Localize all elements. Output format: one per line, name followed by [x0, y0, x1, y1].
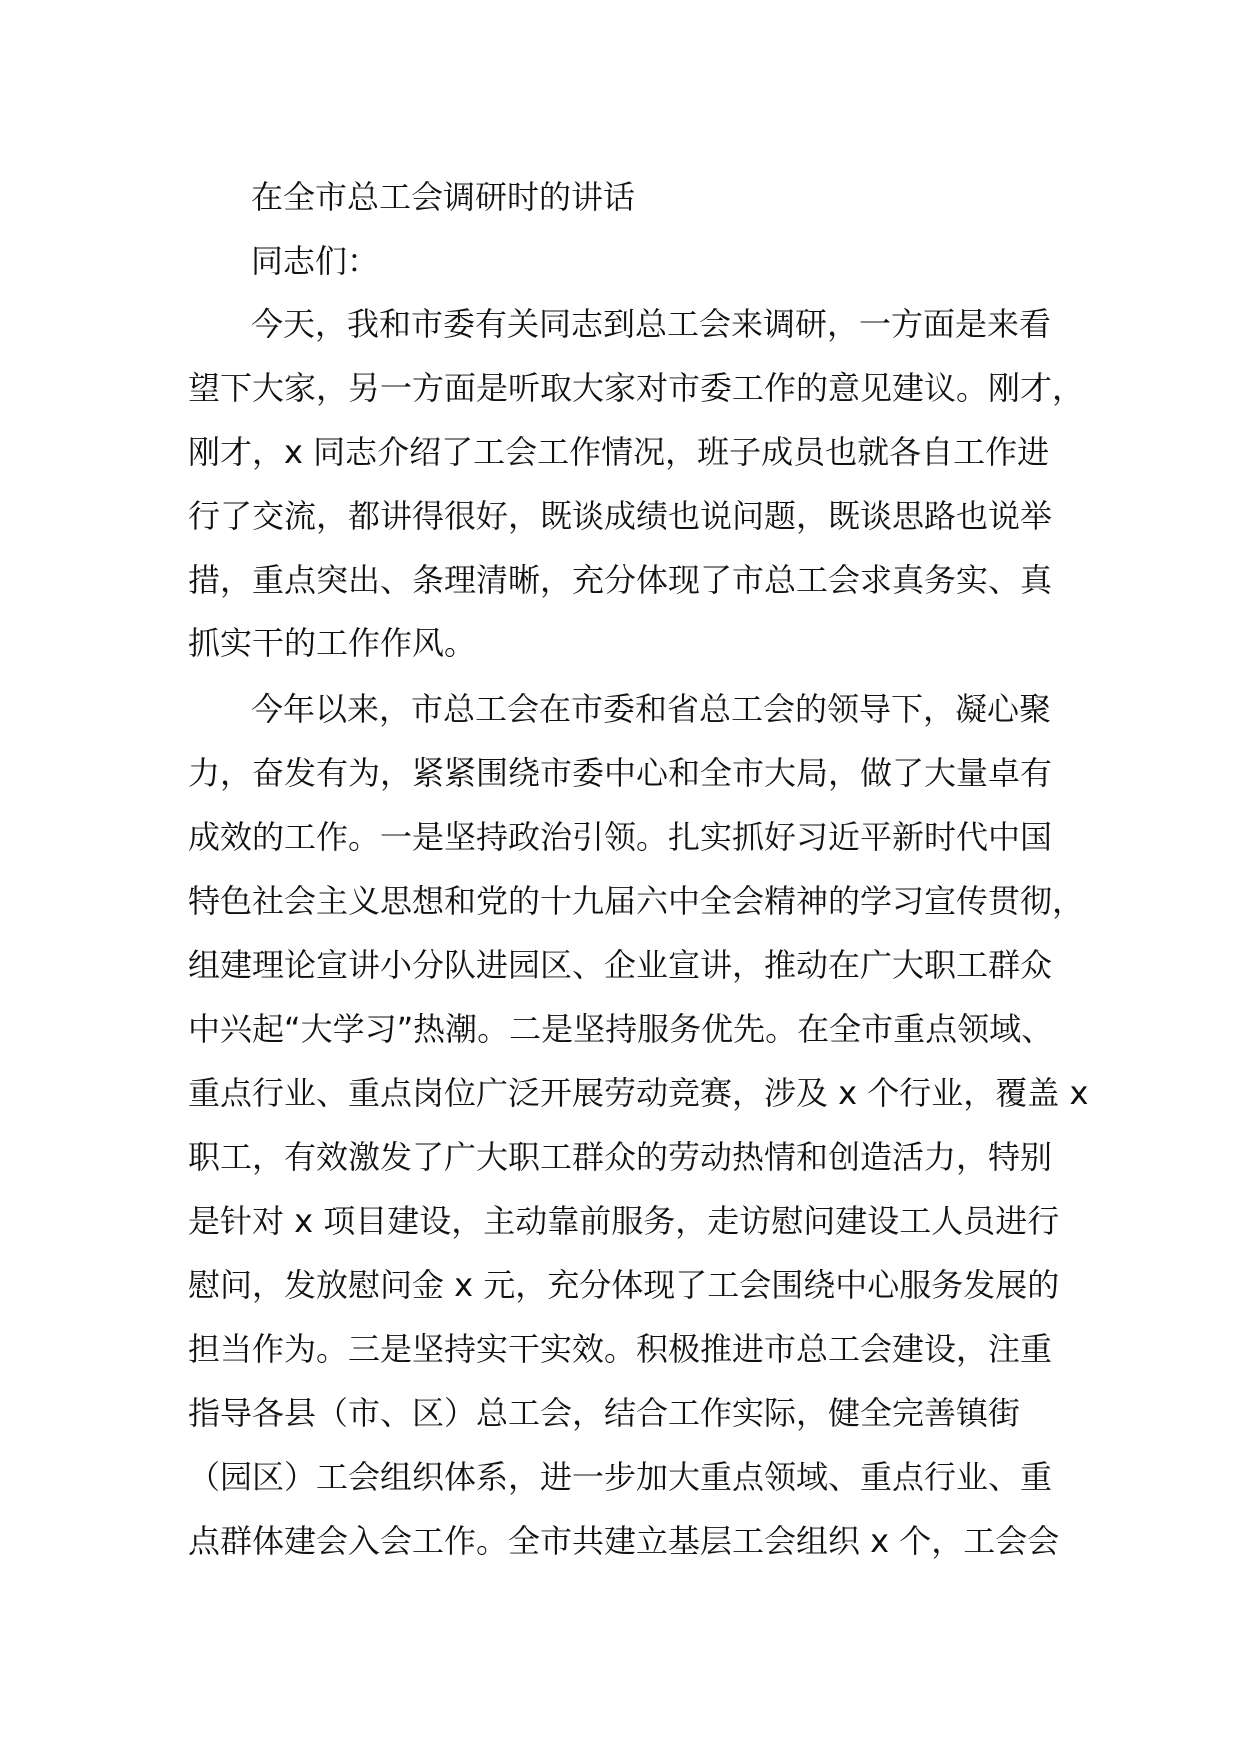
paragraph-line: 成效的工作。一是坚持政治引领。扎实抓好习近平新时代中国	[188, 818, 1053, 856]
paragraph-line: 刚才，x 同志介绍了工会工作情况，班子成员也就各自工作进	[188, 433, 1050, 471]
paragraph-line: 指导各县（市、区）总工会，结合工作实际，健全完善镇街	[188, 1394, 1021, 1432]
paragraph-line: 担当作为。三是坚持实干实效。积极推进市总工会建设，注重	[188, 1330, 1053, 1368]
paragraph-line: 中兴起“大学习”热潮。二是坚持服务优先。在全市重点领域、	[188, 1010, 1054, 1048]
paragraph-line: 今天，我和市委有关同志到总工会来调研，一方面是来看	[251, 305, 1052, 343]
paragraph-line: 职工，有效激发了广大职工群众的劳动热情和创造活力，特别	[188, 1138, 1053, 1176]
paragraph-line: 力，奋发有为，紧紧围绕市委中心和全市大局，做了大量卓有	[188, 754, 1053, 792]
paragraph-line: 组建理论宣讲小分队进园区、企业宣讲，推动在广大职工群众	[188, 946, 1053, 984]
paragraph-line: 望下大家，另一方面是听取大家对市委工作的意见建议。刚才，	[188, 369, 1085, 407]
paragraph-line: 点群体建会入会工作。全市共建立基层工会组织 x 个，工会会	[188, 1522, 1060, 1560]
paragraph-line: 特色社会主义思想和党的十九届六中全会精神的学习宣传贯彻，	[188, 882, 1085, 920]
paragraph-line: 行了交流，都讲得很好，既谈成绩也说问题，既谈思路也说举	[188, 497, 1053, 535]
paragraph-line: 重点行业、重点岗位广泛开展劳动竞赛，涉及 x 个行业，覆盖 x	[188, 1074, 1089, 1112]
paragraph-line: 今年以来，市总工会在市委和省总工会的领导下，凝心聚	[251, 690, 1052, 728]
salutation: 同志们：	[251, 242, 380, 280]
paragraph-line: 措，重点突出、条理清晰，充分体现了市总工会求真务实、真	[188, 561, 1053, 599]
paragraph-line: 抓实干的工作作风。	[188, 624, 477, 662]
paragraph-line: 是针对 x 项目建设，主动靠前服务，走访慰问建设工人员进行	[188, 1202, 1060, 1240]
document-title: 在全市总工会调研时的讲话	[251, 178, 636, 216]
paragraph-line: 慰问，发放慰问金 x 元，充分体现了工会围绕中心服务发展的	[188, 1266, 1060, 1304]
paragraph-line: （园区）工会组织体系，进一步加大重点领域、重点行业、重	[188, 1458, 1053, 1496]
